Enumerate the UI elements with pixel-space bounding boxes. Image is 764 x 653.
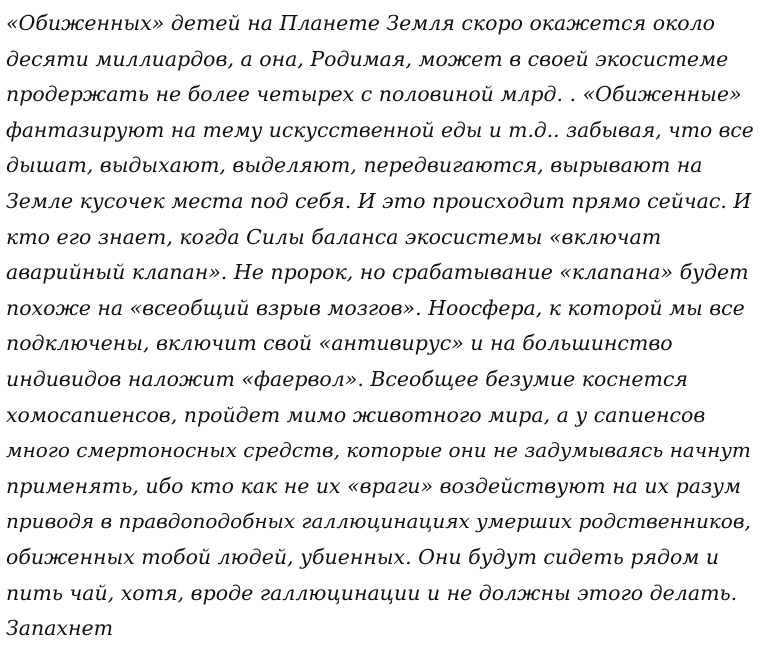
text-line: десяти миллиардов, а она, Родимая, может в своей экосистеме	[6, 46, 729, 71]
text-line: похоже на «всеобщий взрыв мозгов». Ноосфера, к которой мы все	[6, 295, 745, 320]
text-line: «Обиженных» детей на Планете Земля скоро окажется около	[6, 11, 716, 35]
text-line: аварийный клапан». Не пророк, но срабатывание «клапана» будет	[6, 260, 749, 285]
text-line: хомосапиенсов, пройдет мимо животного мира, а у сапиенсов	[6, 402, 706, 427]
text-line: продержать не более четырех с половиной млрд. . «Обиженные»	[6, 82, 742, 107]
text-line: дышат, выдыхают, выделяют, передвигаются, вырывают на	[6, 153, 703, 178]
text-line: обиженных тобой людей, убиенных. Они будут сидеть рядом и	[6, 544, 720, 569]
text-line: много смертоносных средств, которые они не задумываясь начнут	[6, 438, 751, 463]
text-line: подключены, включит свой «антивирус» и на большинство	[6, 331, 673, 356]
text-line: индивидов наложит «фаервол». Всеобщее безумие коснется	[6, 366, 688, 391]
text-block	[6, 6, 758, 647]
text-line: Земле кусочек места под себя. И это происходит прямо сейчас. И	[6, 188, 752, 213]
text-line: применять, ибо кто как не их «враги» воздействуют на их разум	[6, 473, 742, 498]
text-line: пить чай, хотя, вроде галлюцинации и не должны этого делать.	[6, 580, 738, 605]
text-line: приводя в правдоподобных галлюцинациях умерших родственников,	[6, 509, 751, 534]
text-line: кто его знает, когда Силы баланса экосистемы «включат	[6, 224, 662, 249]
text-line: фантазируют на тему искусственной еды и т.д.. забывая, что все	[6, 117, 754, 142]
text-line: Запахнет	[6, 616, 114, 641]
